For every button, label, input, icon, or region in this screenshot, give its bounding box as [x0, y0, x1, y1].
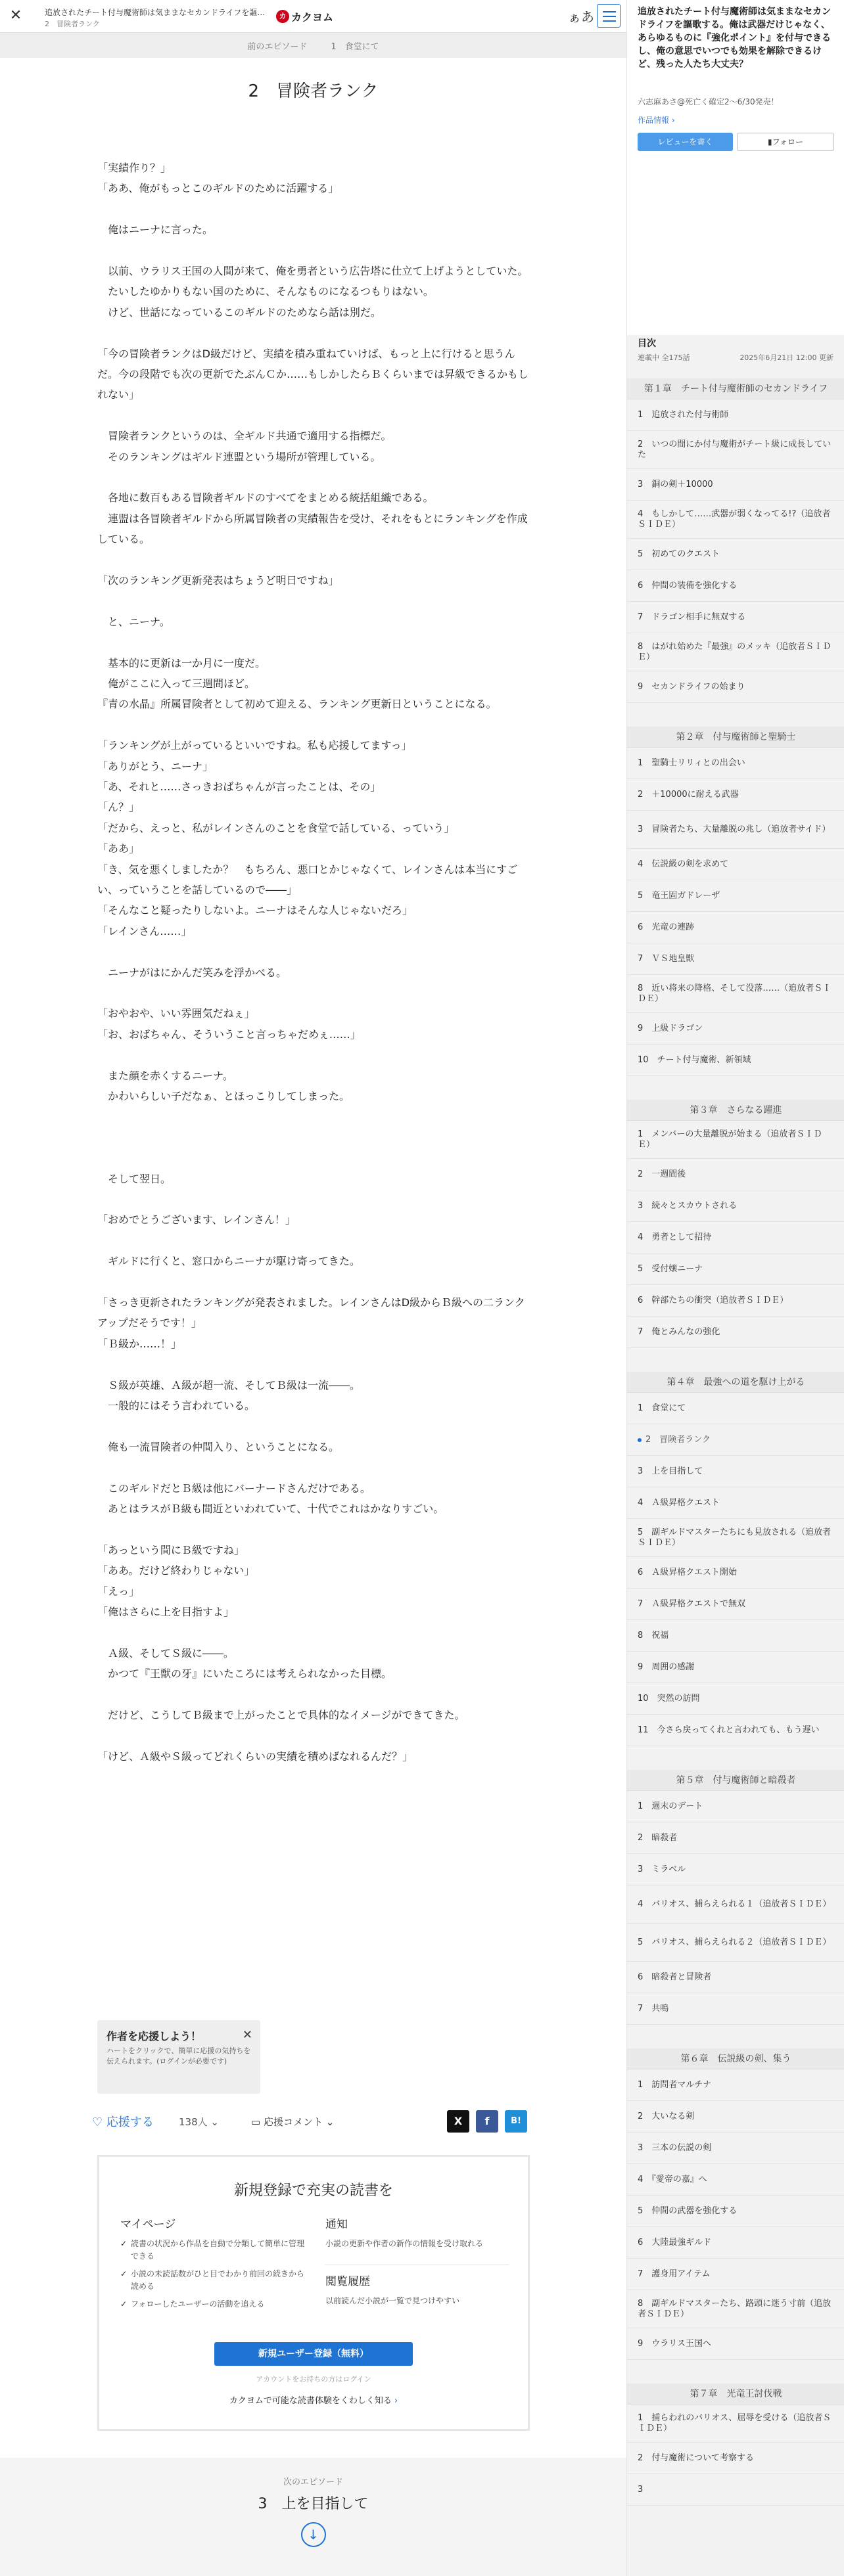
mypage-item: ✓ 読書の状況から作品を自動で分類して簡単に管理できる	[120, 2238, 304, 2263]
body-paragraph: 以前、ウラリス王国の人間が来て、俺を勇者という広告塔に仕立て上げようとしていた。	[97, 265, 528, 277]
toc-episode-label: 4 Ａ級昇格クエスト	[638, 1497, 720, 1508]
toc-episode[interactable]	[627, 1013, 844, 1045]
body-paragraph: 「ランキングが上がっているといいですね。私も応援してますっ」	[97, 739, 412, 752]
body-paragraph: このギルドだとＢ級は他にバーナードさんだけである。	[97, 1481, 371, 1495]
cheer-button-label: 応援する	[106, 2115, 154, 2129]
body-paragraph: 「レインさん……」	[97, 924, 192, 938]
cheer-tooltip-title: 作者を応援しよう！	[106, 2030, 202, 2043]
mypage-heading: マイページ	[120, 2218, 176, 2231]
body-paragraph	[97, 983, 531, 1003]
toc-episode-label: 8 近い将来の降格、そして没落……（追放者ＳＩＤＥ）	[638, 983, 832, 1004]
toc-sidebar	[626, 0, 844, 2576]
body-paragraph: あとはラスがＢ級も間近といわれていて、十代でこれはかなりすごい。	[97, 1503, 444, 1516]
work-info-text: 作品情報	[638, 116, 670, 125]
toc-episode-label: 8 祝福	[638, 1630, 669, 1640]
toc-episode[interactable]	[627, 1045, 844, 1076]
body-paragraph: 俺がここに入って三週間ほど。	[97, 677, 256, 690]
toc-episode[interactable]	[627, 2443, 844, 2474]
episode-body	[97, 158, 531, 1767]
body-paragraph: ニーナがはにかんだ笑みを浮かべる。	[97, 966, 287, 979]
toc-episode[interactable]	[627, 501, 844, 539]
hatena-bookmark-icon[interactable]: B!	[505, 2110, 527, 2133]
toc-episode[interactable]	[627, 1652, 844, 1683]
next-episode-label: 次のエピソード	[283, 2477, 343, 2487]
body-paragraph	[97, 1684, 531, 1705]
toc-episode-label: 3 続々とスカウトされる	[638, 1200, 738, 1211]
body-paragraph	[97, 1726, 531, 1746]
toc-episode[interactable]	[627, 539, 844, 570]
body-paragraph: 俺はニーナに言った。	[97, 223, 214, 237]
body-paragraph	[97, 1416, 531, 1436]
toc-episode[interactable]	[627, 2405, 844, 2443]
toc-episode-label: 2 ＋10000に耐える武器	[638, 789, 739, 800]
toc-episode-label: 4 『愛帝の嘉』へ	[638, 2174, 707, 2184]
body-paragraph: 「ん？」	[97, 801, 140, 814]
signup-panel	[97, 2155, 530, 2431]
toc-episode-label: 5 仲間の武器を強化する	[638, 2205, 738, 2216]
toc-episode-label: 6 大陸最強ギルド	[638, 2237, 712, 2248]
next-episode-section[interactable]	[0, 2458, 626, 2576]
toc-episode[interactable]	[627, 1854, 844, 1886]
body-paragraph: 「あ、それと……さっきおばちゃんが言ったことは、その」	[97, 780, 381, 794]
toc-episode-label: 5 バリオス、捕らえられる２（追放者ＳＩＤＥ）	[638, 1937, 832, 1947]
body-paragraph: 「ああ」	[97, 842, 140, 855]
toc-episode[interactable]	[627, 671, 844, 703]
toc-episode[interactable]	[627, 1519, 844, 1557]
toc-chapter-title: 第３章 さらなる躍進	[627, 1100, 844, 1121]
body-paragraph	[97, 715, 531, 735]
toc-heading: 目次	[638, 338, 656, 349]
toc-episode-label: 2 一週間後	[638, 1169, 686, 1179]
body-paragraph	[97, 405, 531, 426]
toc-episode[interactable]	[627, 2196, 844, 2227]
episode-actions	[92, 2108, 539, 2134]
body-paragraph: 「そんなこと疑ったりしないよ。ニーナはそんな人じゃないだろ」	[97, 904, 413, 917]
toc-episode-label: 1 メンバーの大量離脱が始まる（追放者ＳＩＤＥ）	[638, 1129, 822, 1150]
toc-chapter-title: 第７章 光竜王討伐戦	[627, 2384, 844, 2405]
toc-episode-label: 10 チート付与魔術、新領域	[638, 1054, 751, 1065]
comment-label: 応援コメント	[263, 2116, 323, 2128]
body-paragraph: そのランキングはギルド連盟という場所が管理している。	[97, 450, 381, 463]
toc-status: 連載中 全175話	[638, 353, 690, 362]
toc-episode[interactable]	[627, 1822, 844, 1854]
toc-episode-label: 7 ＶＳ地皇獣	[638, 953, 695, 964]
toc-episode[interactable]	[627, 1962, 844, 1993]
toc-episode-label: 4 もしかして……武器が弱くなってる!?（追放者ＳＩＤＥ）	[638, 508, 831, 530]
toc-episode[interactable]	[627, 1317, 844, 1348]
toc-episode[interactable]	[627, 469, 844, 501]
toc-episode-label: 1 食堂にて	[638, 1403, 686, 1413]
toc-episode[interactable]	[627, 1393, 844, 1424]
work-info-link[interactable]	[638, 114, 675, 125]
toc-episode[interactable]	[627, 1589, 844, 1620]
toc-episode-label: 2 付与魔術について考察する	[638, 2452, 755, 2463]
mypage-item: ✓ フォローしたユーザーの活動を追える	[120, 2298, 304, 2311]
body-paragraph	[97, 1107, 531, 1127]
toc-episode-label: 5 副ギルドマスターたちにも見放される（追放者ＳＩＤＥ）	[638, 1527, 832, 1548]
toc-episode[interactable]	[627, 2227, 844, 2259]
toc-chapter-title: 第６章 伝説級の剣、集う	[627, 2048, 844, 2069]
body-paragraph: 「き、気を悪くしましたか？ もちろん、悪口とかじゃなくて、レインさんは本当にすごい、っていうことを話しているので――」	[97, 863, 518, 897]
toc-episode-label: 3 上を目指して	[638, 1466, 703, 1476]
review-button[interactable]: レビューを書く	[638, 133, 733, 151]
toc-episode[interactable]	[627, 1487, 844, 1519]
toc-episode-label: 5 竜王固ガドレーザ	[638, 890, 720, 901]
body-paragraph: 俺も一流冒険者の仲間入り、ということになる。	[97, 1440, 340, 1453]
body-paragraph: 「ありがとう、ニーナ」	[97, 759, 214, 773]
toc-episode[interactable]	[627, 849, 844, 880]
signup-title: 新規登録で充実の読書を	[233, 2182, 393, 2199]
toc-episode[interactable]	[627, 602, 844, 633]
toc-episode-label: 7 Ａ級昇格クエストで無双	[638, 1598, 746, 1609]
cheer-count[interactable]: 138人 ⌄	[179, 2116, 219, 2128]
body-paragraph: たいしたゆかりもない国のために、そんなものになるつもりはない。	[97, 285, 434, 298]
sidebar-work-title[interactable]: 追放されたチート付与魔術師は気ままなセカンドライフを謳歌する。俺は武器だけじゃなく、あらゆるものに『強化ポイント』を付与できるし、俺の意思でいつでも効果を解除できるけど、残った人たち大丈夫？	[638, 7, 831, 70]
toc-episode[interactable]	[627, 975, 844, 1013]
body-paragraph: そして翌日。	[97, 1172, 172, 1185]
body-paragraph: 「おやおや、いい雰囲気だねぇ」	[97, 1007, 255, 1020]
toc-chapter-title: 第４章 最強への道を駆け上がる	[627, 1372, 844, 1393]
body-paragraph	[97, 1354, 531, 1374]
toc-episode[interactable]	[627, 2290, 844, 2328]
body-paragraph	[97, 1189, 531, 1209]
body-paragraph: だけど、こうしてＢ級まで上がったことで具体的なイメージができてきた。	[97, 1709, 465, 1722]
toc-episode-label: 3 三本の伝説の剣	[638, 2142, 712, 2153]
toc-menu-icon[interactable]	[597, 4, 621, 28]
body-paragraph: かわいらしい子だなぁ、とほっこりしてしまった。	[97, 1090, 350, 1103]
toc-episode[interactable]	[627, 943, 844, 975]
toc-episode-label: 9 上級ドラゴン	[638, 1023, 703, 1033]
body-paragraph: 「えっ」	[97, 1585, 140, 1598]
chapter-gap	[627, 1076, 844, 1100]
cheer-tooltip	[97, 2020, 260, 2094]
learn-more-text: カクヨムで可能な読書体験をくわしく知る	[229, 2396, 392, 2406]
toc-episode-label: 7 俺とみんなの強化	[638, 1326, 720, 1337]
toc-episode-label: 2 暗殺者	[638, 1832, 678, 1843]
body-paragraph: 「Ｂ級か……！」	[97, 1337, 182, 1350]
toc-episode-label: 10 突然の訪問	[638, 1693, 700, 1704]
cheer-button[interactable]	[92, 2113, 154, 2130]
toc-episode-label: 1 捕らわれのバリオス、屈辱を受ける（追放者ＳＩＤＥ）	[638, 2412, 832, 2433]
toc-episode-label: 3 ミラベル	[638, 1864, 686, 1874]
body-paragraph: 「実績作り？」	[97, 162, 172, 174]
toc-episode[interactable]	[627, 1715, 844, 1746]
history-heading: 閲覧履歴	[325, 2265, 509, 2288]
follow-label: フォロー	[772, 137, 803, 147]
toc-episode[interactable]	[627, 633, 844, 671]
toc-episode-label: 7 共鳴	[638, 2003, 669, 2014]
toc-episode-label: 2 いつの間にか付与魔術がチート級に成長していた	[638, 439, 832, 460]
toc-episode-label: 6 Ａ級昇格クエスト開始	[638, 1567, 738, 1577]
toc-episode-label: 3 冒険者たち、大量離脱の兆し（追放者サイド）	[638, 824, 831, 834]
chapter-gap	[627, 1348, 844, 1372]
body-paragraph: 一般的にはそう言われている。	[97, 1399, 256, 1412]
notify-text: 小説の更新や作者の新作の情報を受け取れる	[325, 2239, 484, 2248]
body-paragraph	[97, 1045, 531, 1065]
toc-episode[interactable]	[627, 1993, 844, 2025]
chapter-gap	[627, 1746, 844, 1770]
toc-episode[interactable]	[627, 1190, 844, 1222]
toc-episode[interactable]	[627, 748, 844, 779]
toc-episode[interactable]	[627, 1791, 844, 1822]
body-paragraph: 「次のランキング更新発表はちょうど明日ですね」	[97, 574, 339, 587]
logo-mark-icon: カ	[276, 10, 289, 23]
toc-episode-label: 6 光竜の連跡	[638, 922, 695, 932]
toc-episode-label: 6 仲間の装備を強化する	[638, 580, 738, 591]
toc-chapter-title: 第２章 付与魔術師と聖騎士	[627, 727, 844, 748]
toc-episode-label: 1 聖騎士リリィとの出会い	[638, 757, 745, 768]
body-paragraph: 「俺はさらに上を目指すよ」	[97, 1606, 235, 1619]
toc-chapter-title: 第１章 チート付与魔術師のセカンドライフ	[627, 378, 844, 399]
toc-episode-label: 1 週末のデート	[638, 1801, 703, 1811]
font-settings-button[interactable]: ぁあ	[568, 9, 594, 25]
history-text: 以前読んだ小説が一覧で見つけやすい	[325, 2296, 460, 2305]
toc-episode[interactable]	[627, 1159, 844, 1190]
register-button[interactable]: 新規ユーザー登録（無料）	[214, 2342, 413, 2366]
comment-button[interactable]: ▭ 応援コメント ⌄	[251, 2116, 335, 2128]
logo-text: カクヨム	[291, 11, 334, 24]
toc-episode[interactable]	[627, 779, 844, 811]
bookmark-icon: ▮	[767, 137, 772, 147]
body-paragraph: 基本的に更新は一か月に一度だ。	[97, 656, 266, 669]
toc-episode-label: 5 初めてのクエスト	[638, 549, 720, 559]
toc-updated: 2025年6月21日 12:00 更新	[739, 353, 833, 362]
comment-icon: ▭	[251, 2116, 261, 2128]
body-paragraph: Ｓ級が英雄、Ａ級が超一流、そしてＢ級は一流――。	[97, 1378, 361, 1391]
body-paragraph: 「今の冒険者ランクはD級だけど、実績を積み重ねていけば、もっと上に行けると思うんだ。今の段階でも次の更新でたぶんＣか……もしかしたらＢくらいまでは昇級できるかもしれない」	[97, 347, 529, 401]
close-icon[interactable]: ✕	[242, 2028, 252, 2042]
body-paragraph	[97, 550, 531, 570]
toc-episode-label: 6 暗殺者と冒険者	[638, 1972, 712, 1982]
toc-episode-label: 9 セカンドライフの始まり	[638, 681, 745, 692]
reader-header	[0, 0, 626, 33]
toc-episode[interactable]	[627, 399, 844, 431]
episode-subtitle: 2 冒険者ランク	[45, 20, 100, 28]
toc-episode-label: 8 はがれ始めた『最強』のメッキ（追放者ＳＩＤＥ）	[638, 641, 832, 662]
body-paragraph: また顔を赤くするニーナ。	[97, 1069, 233, 1082]
body-paragraph: 「お、おばちゃん、そういうこと言っちゃだめぇ……」	[97, 1028, 361, 1041]
notify-heading: 通知	[325, 2218, 348, 2231]
toc-episode-label: 9 周囲の感謝	[638, 1661, 695, 1672]
toc-episode[interactable]	[627, 2069, 844, 2101]
toc-episode-label: 2 大いなる剣	[638, 2111, 695, 2121]
toc-list	[627, 378, 844, 2506]
toc-episode-label: 3 銅の剣＋10000	[638, 479, 713, 489]
prev-episode-label: 前のエピソード	[247, 41, 308, 52]
toc-episode-label: 7 ドラゴン相手に無双する	[638, 612, 746, 622]
body-paragraph	[97, 941, 531, 962]
toc-episode[interactable]	[627, 1456, 844, 1487]
body-paragraph	[97, 1272, 531, 1292]
toc-episode[interactable]	[627, 2328, 844, 2360]
next-episode-title[interactable]: 3 上を目指して	[258, 2496, 369, 2512]
kakuyomu-logo[interactable]	[276, 9, 333, 24]
prev-episode-bar[interactable]	[0, 33, 626, 58]
current-episode-indicator-icon	[638, 1438, 642, 1442]
toc-episode[interactable]	[627, 1683, 844, 1715]
toc-episode-label: 4 勇者として招待	[638, 1232, 712, 1242]
prev-episode-title[interactable]: 1 食堂にて	[331, 41, 379, 52]
work-info-panel	[627, 0, 844, 335]
cheer-tooltip-text: ハートをクリックで、簡単に応援の気持ちを伝えられます。(ログインが必要です)	[106, 2046, 251, 2066]
toc-episode[interactable]	[627, 1121, 844, 1159]
heart-icon: ♡	[92, 2115, 103, 2129]
body-paragraph: 「ああ、俺がもっとこのギルドのために活躍する」	[97, 182, 339, 195]
cheer-count-text: 138人	[179, 2116, 208, 2128]
toc-episode-label: 6 幹部たちの衝突（追放者ＳＩＤＥ）	[638, 1295, 789, 1305]
body-paragraph: Ａ級、そしてＳ級に――。	[97, 1646, 235, 1660]
toc-episode-label: 2 冒険者ランク	[645, 1434, 711, 1445]
toc-episode[interactable]	[627, 1254, 844, 1285]
body-paragraph: 「けど、Ａ級やＳ級ってどれくらいの実績を積めばなれるんだ？」	[97, 1750, 413, 1763]
toc-episode[interactable]	[627, 1557, 844, 1589]
toc-episode-label: 5 受付嬢ニーナ	[638, 1263, 703, 1274]
x-share-icon[interactable]: X	[447, 2110, 469, 2133]
toc-episode[interactable]	[627, 880, 844, 912]
body-paragraph	[97, 591, 531, 611]
chapter-gap	[627, 703, 844, 727]
toc-episode[interactable]	[627, 811, 844, 849]
toc-episode-label: 9 ウラリス王国へ	[638, 2338, 712, 2349]
body-paragraph	[97, 1623, 531, 1643]
body-paragraph: けど、世話になっているこのギルドのためなら話は別だ。	[97, 305, 381, 319]
body-paragraph	[97, 632, 531, 652]
toc-episode[interactable]	[627, 1424, 844, 1456]
episode-title: 2 冒険者ランク	[248, 81, 379, 101]
toc-episode[interactable]	[627, 912, 844, 943]
mypage-item: ✓ 小説の未読話数がひと目でわかり前回の続きから読める	[120, 2268, 304, 2293]
toc-episode[interactable]	[627, 570, 844, 602]
toc-episode[interactable]	[627, 431, 844, 469]
body-paragraph	[97, 1519, 531, 1539]
author-name[interactable]: 六志麻あさ@死亡く確定2～6/30発売！	[638, 97, 779, 106]
body-paragraph: かつて『王獣の牙』にいたころには考えられなかった目標。	[97, 1667, 392, 1681]
body-paragraph: 「さっき更新されたランキングが発表されました。レインさんはD級からＢ級への二ランクアップだそうです！」	[97, 1296, 525, 1330]
chapter-gap	[627, 2025, 844, 2048]
chevron-right-icon: ›	[671, 116, 675, 125]
body-paragraph: 「ああ。だけど終わりじゃない」	[97, 1564, 255, 1577]
close-icon[interactable]: ✕	[9, 7, 22, 24]
body-paragraph: ギルドに行くと、窓口からニーナが駆け寄ってきた。	[97, 1255, 360, 1268]
toc-episode[interactable]	[627, 1886, 844, 1924]
body-paragraph: 『青の水晶』所属冒険者として初めて迎える、ランキング更新日ということになる。	[97, 698, 497, 711]
toc-chapter-title: 第５章 付与魔術師と暗殺者	[627, 1770, 844, 1791]
body-paragraph	[97, 323, 531, 343]
toc-episode-label: 7 護身用アイテム	[638, 2269, 711, 2279]
chapter-gap	[627, 2360, 844, 2384]
body-paragraph: 「おめでとうございます、レインさん！」	[97, 1213, 296, 1227]
body-paragraph	[97, 1457, 531, 1478]
body-paragraph	[97, 1127, 531, 1148]
body-paragraph: 「あっという間にＢ級ですね」	[97, 1543, 245, 1556]
facebook-share-icon[interactable]: f	[476, 2110, 498, 2133]
toc-episode-label: 1 追放された付与術師	[638, 409, 729, 420]
body-paragraph	[97, 240, 531, 261]
toc-episode[interactable]	[627, 2259, 844, 2290]
arrow-down-icon[interactable]: ↓	[301, 2522, 326, 2547]
toc-episode-label: 8 副ギルドマスターたち、路頭に迷う寸前（追放者ＳＩＤＥ）	[638, 2298, 832, 2319]
toc-episode[interactable]	[627, 2164, 844, 2196]
body-paragraph	[97, 1231, 531, 1251]
learn-more-link[interactable]	[99, 2393, 528, 2406]
toc-episode[interactable]	[627, 2133, 844, 2164]
toc-episode[interactable]	[627, 1924, 844, 1962]
work-title-link[interactable]: 追放されたチート付与魔術師は気ままなセカンドライフを謳…	[45, 8, 266, 17]
body-paragraph: 冒険者ランクというのは、全ギルド共通で適用する指標だ。	[97, 430, 392, 443]
toc-episode[interactable]	[627, 2474, 844, 2506]
body-paragraph	[97, 467, 531, 487]
body-paragraph	[97, 199, 531, 219]
body-paragraph: 連盟は各冒険者ギルドから所属冒険者の実績報告を受け、それをもとにランキングを作成している。	[97, 512, 528, 546]
login-link[interactable]: アカウントをお持ちの方はログイン	[256, 2375, 371, 2384]
toc-episode-label: 4 バリオス、捕らえられる１（追放者ＳＩＤＥ）	[638, 1899, 832, 1909]
body-paragraph: と、ニーナ。	[97, 615, 170, 628]
toc-episode-label: 3	[638, 2484, 652, 2495]
toc-episode[interactable]	[627, 2101, 844, 2133]
toc-episode-label: 4 伝説級の剣を求めて	[638, 859, 729, 869]
chevron-right-icon: ›	[394, 2396, 398, 2406]
toc-episode-label: 1 訪問者マルチナ	[638, 2079, 712, 2090]
toc-episode[interactable]	[627, 1285, 844, 1317]
toc-episode[interactable]	[627, 1620, 844, 1652]
toc-episode-label: 11 今さら戻ってくれと言われても、もう遅い	[638, 1725, 820, 1735]
body-paragraph	[97, 1148, 531, 1168]
toc-episode[interactable]	[627, 1222, 844, 1254]
body-paragraph: 各地に数百もある冒険者ギルドのすべてをまとめる統括組織である。	[97, 491, 434, 505]
follow-button[interactable]	[737, 133, 834, 151]
body-paragraph: 「だから、えっと、私がレインさんのことを食堂で話している、っていう」	[97, 821, 455, 834]
